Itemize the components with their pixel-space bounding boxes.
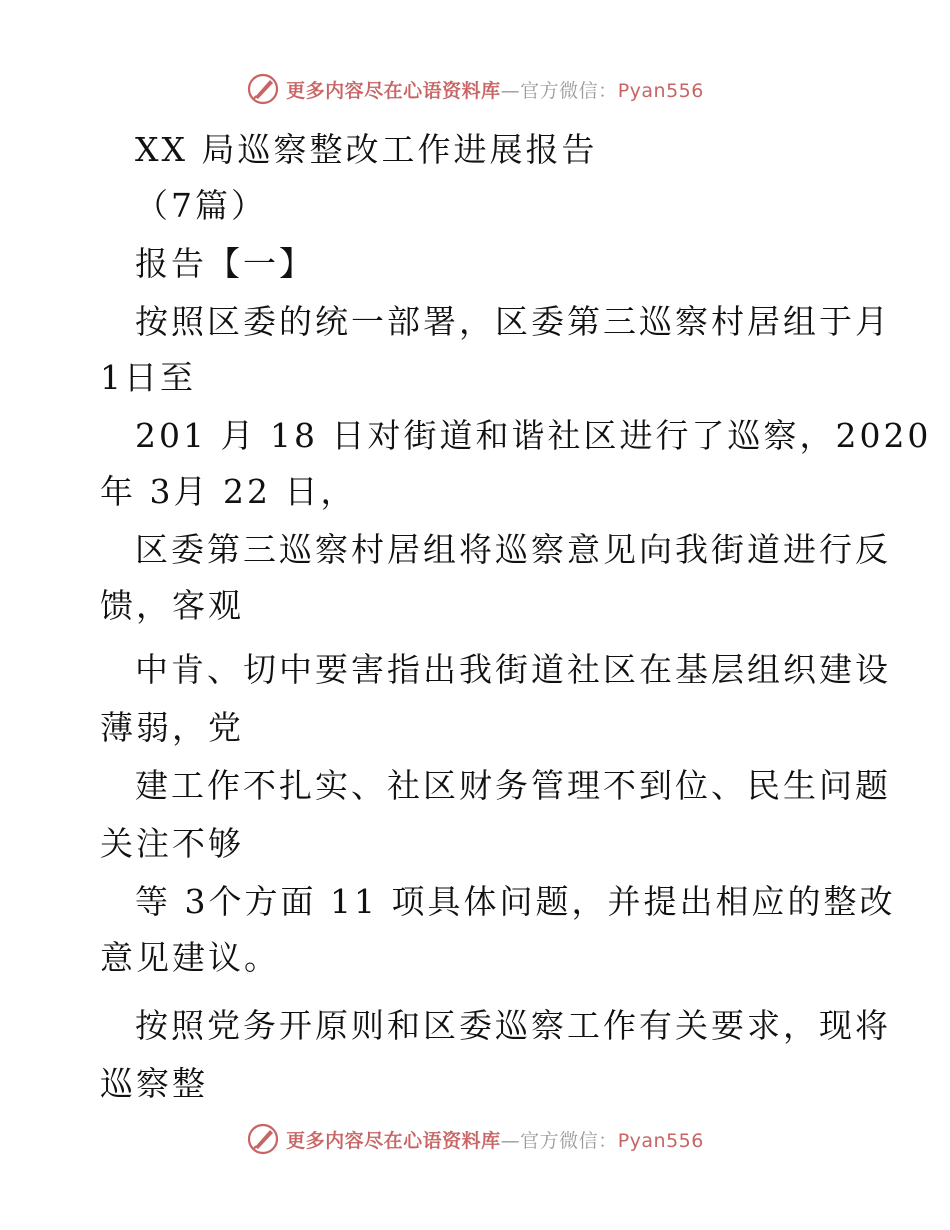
paragraph-line: 薄弱，党 <box>100 708 244 747</box>
paragraph-line: 关注不够 <box>100 824 244 863</box>
paragraph-line: 按照党务开原则和区委巡察工作有关要求，现将 <box>135 1006 891 1045</box>
watermark-brand: 更多内容尽在心语资料库 <box>286 1129 501 1152</box>
paragraph-line: 按照区委的统一部署，区委第三巡察村居组于月 <box>135 302 891 341</box>
watermark-wechat-id: Pyan556 <box>617 1129 704 1152</box>
paragraph-line: 中肯、切中要害指出我街道社区在基层组织建设 <box>135 650 891 689</box>
quill-logo-icon <box>246 1122 280 1156</box>
paragraph-line: 201 月 18 日对街道和谐社区进行了巡察，2020 <box>135 416 932 455</box>
paragraph-line: 意见建议。 <box>100 938 280 977</box>
paragraph-line: 区委第三巡察村居组将巡察意见向我街道进行反 <box>135 530 891 569</box>
paragraph-line: 等 3个方面 11 项具体问题，并提出相应的整改 <box>135 882 896 921</box>
paragraph-line: 巡察整 <box>100 1064 208 1103</box>
watermark-label: —官方微信： <box>500 79 618 102</box>
watermark-wechat-id: Pyan556 <box>617 79 704 102</box>
paragraph-line: 馈，客观 <box>100 586 244 625</box>
watermark-brand: 更多内容尽在心语资料库 <box>286 79 501 102</box>
header-watermark <box>0 72 950 106</box>
footer-watermark <box>0 1122 950 1156</box>
document-title: XX 局巡察整改工作进展报告 <box>135 130 598 169</box>
paragraph-line: 年 3月 22 日， <box>100 472 357 511</box>
paragraph-line: 1日至 <box>100 358 196 397</box>
watermark-text <box>286 1126 704 1153</box>
paragraph-line: 建工作不扎实、社区财务管理不到位、民生问题 <box>135 766 891 805</box>
watermark-label: —官方微信： <box>500 1129 618 1152</box>
document-subtitle: （7篇） <box>135 186 267 225</box>
section-heading: 报告【一】 <box>135 244 315 283</box>
quill-logo-icon <box>246 72 280 106</box>
watermark-text <box>286 76 704 103</box>
